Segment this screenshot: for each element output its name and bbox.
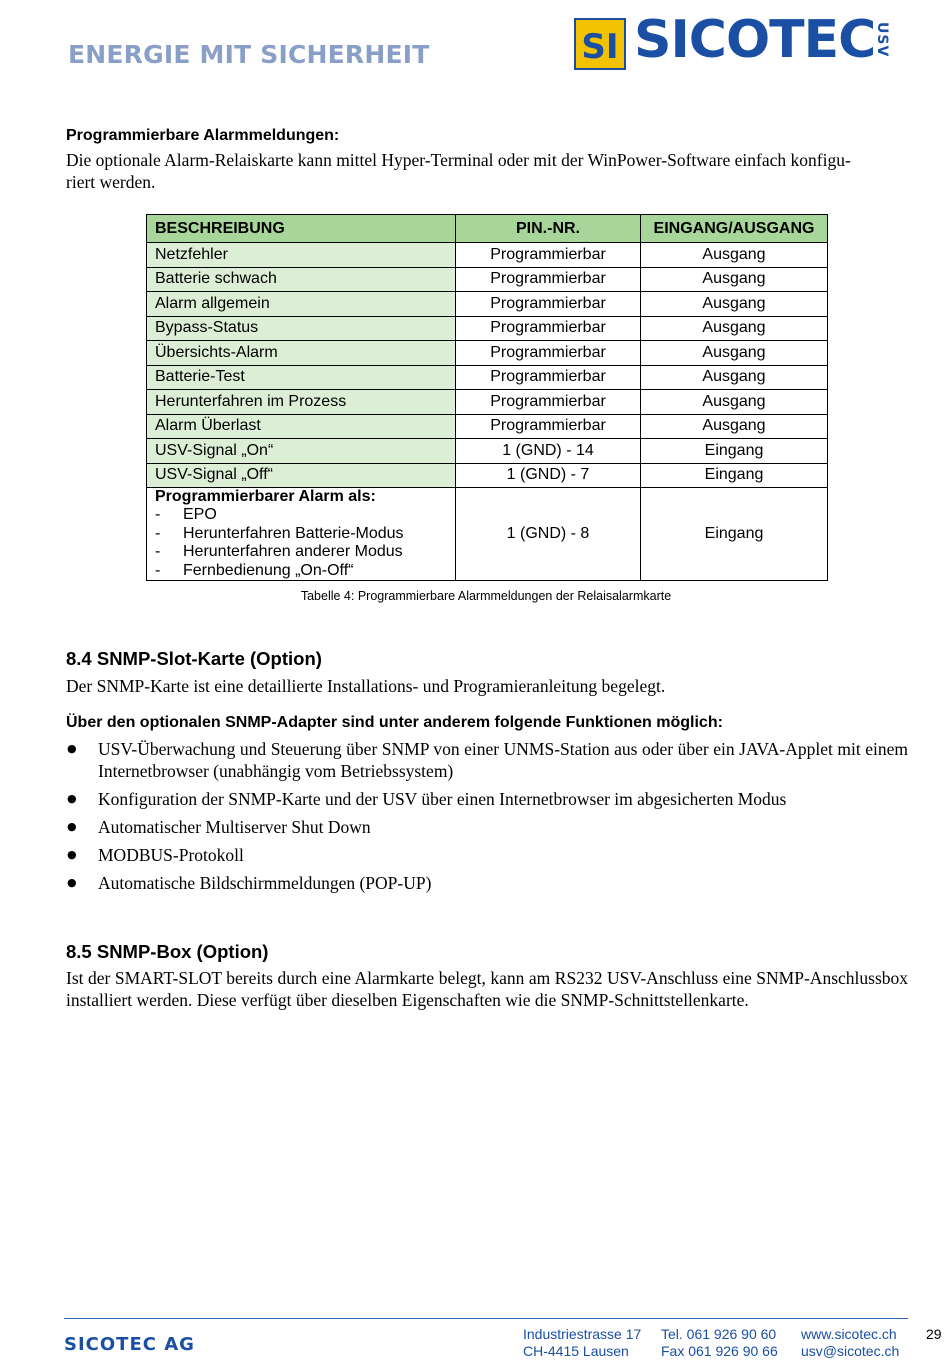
column-header-pin: PIN.-NR.	[456, 215, 641, 243]
cell-pin: Programmierbar	[456, 365, 641, 390]
cell-description: Netzfehler	[147, 243, 456, 268]
cell-io: Ausgang	[641, 267, 828, 292]
bullet-icon: ●	[67, 876, 77, 889]
header-tagline: ENERGIE MIT SICHERHEIT	[68, 40, 430, 69]
section-8-5-text: Ist der SMART-SLOT bereits durch eine Alarmkarte belegt, kann am RS232 USV-Anschluss eine SNMP-Anschlussbox installiert werden. Diese verfügt über dieselben Eigenschaften wie die SNMP-Schnittstellenkarte.	[66, 968, 908, 1010]
bullet-icon: ●	[67, 848, 77, 861]
cell-description: Übersichts-Alarm	[147, 341, 456, 366]
programmable-alarm-item-label: Herunterfahren anderer Modus	[183, 543, 403, 560]
table-row	[147, 414, 828, 439]
programmable-alarm-item	[155, 543, 455, 562]
footer-street: Industriestrasse 17	[523, 1326, 642, 1342]
sicotec-logo	[574, 10, 914, 72]
footer-divider	[64, 1318, 908, 1319]
dash-marker: -	[155, 524, 161, 542]
programmable-alarm-item-label: Herunterfahren Batterie-Modus	[183, 524, 404, 542]
cell-io: Ausgang	[641, 365, 828, 390]
cell-description: Alarm allgemein	[147, 292, 456, 317]
cell-pin: 1 (GND) - 7	[456, 463, 641, 488]
cell-io: Ausgang	[641, 292, 828, 317]
table-row	[147, 316, 828, 341]
logo-mark: SI	[581, 27, 619, 67]
intro-text-line-1: Die optionale Alarm-Relaiskarte kann mittel Hyper-Terminal oder mit der WinPower-Software einfach konfigu-	[66, 150, 851, 170]
cell-description: USV-Signal „Off“	[147, 463, 456, 488]
section-8-4-title: 8.4 SNMP-Slot-Karte (Option)	[66, 648, 322, 669]
column-header-description: BESCHREIBUNG	[147, 215, 456, 243]
list-item-text: Automatische Bildschirmmeldungen (POP-UP)	[98, 873, 432, 893]
footer-tel: Tel. 061 926 90 60	[661, 1326, 777, 1342]
list-item	[66, 738, 908, 782]
list-item-text: Konfiguration der SNMP-Karte und der USV über einen Internetbrowser im abgesicherten Modus	[98, 789, 787, 809]
bullet-icon: ●	[67, 742, 77, 755]
cell-description: Herunterfahren im Prozess	[147, 390, 456, 415]
dash-marker: -	[155, 506, 161, 523]
bullet-icon: ●	[67, 792, 77, 805]
cell-pin: Programmierbar	[456, 341, 641, 366]
cell-io: Ausgang	[641, 316, 828, 341]
cell-description: Batterie-Test	[147, 365, 456, 390]
footer-fax: Fax 061 926 90 66	[661, 1343, 778, 1359]
section-8-4-text: Der SNMP-Karte ist eine detaillierte Installations- und Programieranleitung begelegt.	[66, 676, 666, 696]
programmable-alarm-list	[155, 506, 455, 580]
table-row	[147, 390, 828, 415]
section-8-5-title: 8.5 SNMP-Box (Option)	[66, 941, 269, 962]
list-item	[66, 872, 908, 894]
logo-name: SICOTEC	[634, 10, 876, 70]
table-row	[147, 292, 828, 317]
cell-pin: Programmierbar	[456, 414, 641, 439]
cell-io: Eingang	[641, 439, 828, 464]
cell-io: Ausgang	[641, 414, 828, 439]
footer-web[interactable]: www.sicotec.ch	[801, 1326, 897, 1342]
intro-heading: Programmierbare Alarmmeldungen:	[66, 127, 340, 144]
list-item-text: USV-Überwachung und Steuerung über SNMP von einer UNMS-Station aus oder über ein JAVA-Applet mit einem Internetbrowser (unabhängig vom Betriebssystem)	[98, 739, 908, 781]
footer-email[interactable]: usv@sicotec.ch	[801, 1343, 900, 1359]
intro-text-line-2: riert werden.	[66, 172, 156, 192]
cell-io: Eingang	[641, 463, 828, 488]
cell-pin: Programmierbar	[456, 243, 641, 268]
programmable-alarm-item-label: Fernbedienung „On-Off“	[183, 561, 354, 579]
programmable-alarm-item	[155, 562, 455, 581]
cell-programmable-description	[147, 488, 456, 581]
footer-contact	[523, 1326, 899, 1360]
alarm-table	[146, 214, 828, 581]
table-row-programmable	[147, 488, 828, 581]
cell-pin: 1 (GND) - 8	[456, 488, 641, 581]
list-item	[66, 816, 908, 838]
table-row	[147, 341, 828, 366]
cell-io: Ausgang	[641, 243, 828, 268]
footer-brand: SICOTEC AG	[64, 1334, 195, 1355]
cell-description: USV-Signal „On“	[147, 439, 456, 464]
table-header-row	[147, 215, 828, 243]
cell-description: Bypass-Status	[147, 316, 456, 341]
list-item	[66, 844, 908, 866]
cell-io: Ausgang	[641, 390, 828, 415]
dash-marker: -	[155, 561, 161, 579]
programmable-alarm-item-label: EPO	[183, 506, 217, 523]
table-row	[147, 243, 828, 268]
page-number: 29	[926, 1326, 942, 1342]
list-item-text: Automatischer Multiserver Shut Down	[98, 817, 371, 837]
table-row	[147, 365, 828, 390]
function-list	[66, 738, 908, 900]
section-8-4-subheading: Über den optionalen SNMP-Adapter sind unter anderem folgende Funktionen möglich:	[66, 714, 723, 731]
cell-pin: Programmierbar	[456, 292, 641, 317]
cell-description: Alarm Überlast	[147, 414, 456, 439]
table-row	[147, 439, 828, 464]
cell-pin: Programmierbar	[456, 267, 641, 292]
table-caption: Tabelle 4: Programmierbare Alarmmeldungen der Relaisalarmkarte	[300, 589, 672, 603]
table-row	[147, 463, 828, 488]
logo-suffix: USV	[874, 22, 890, 58]
intro-text	[66, 149, 908, 193]
si-logo-icon	[574, 18, 626, 70]
programmable-alarm-item	[155, 506, 455, 525]
table-row	[147, 267, 828, 292]
cell-description: Batterie schwach	[147, 267, 456, 292]
cell-io: Ausgang	[641, 341, 828, 366]
cell-pin: 1 (GND) - 14	[456, 439, 641, 464]
footer-city: CH-4415 Lausen	[523, 1343, 629, 1359]
cell-io: Eingang	[641, 488, 828, 581]
programmable-alarm-item	[155, 525, 455, 544]
dash-marker: -	[155, 543, 161, 560]
programmable-alarm-title: Programmierbarer Alarm als:	[155, 488, 376, 505]
cell-pin: Programmierbar	[456, 316, 641, 341]
cell-pin: Programmierbar	[456, 390, 641, 415]
column-header-io: EINGANG/AUSGANG	[641, 215, 828, 243]
list-item-text: MODBUS-Protokoll	[98, 845, 244, 865]
list-item	[66, 788, 908, 810]
bullet-icon: ●	[67, 820, 77, 833]
